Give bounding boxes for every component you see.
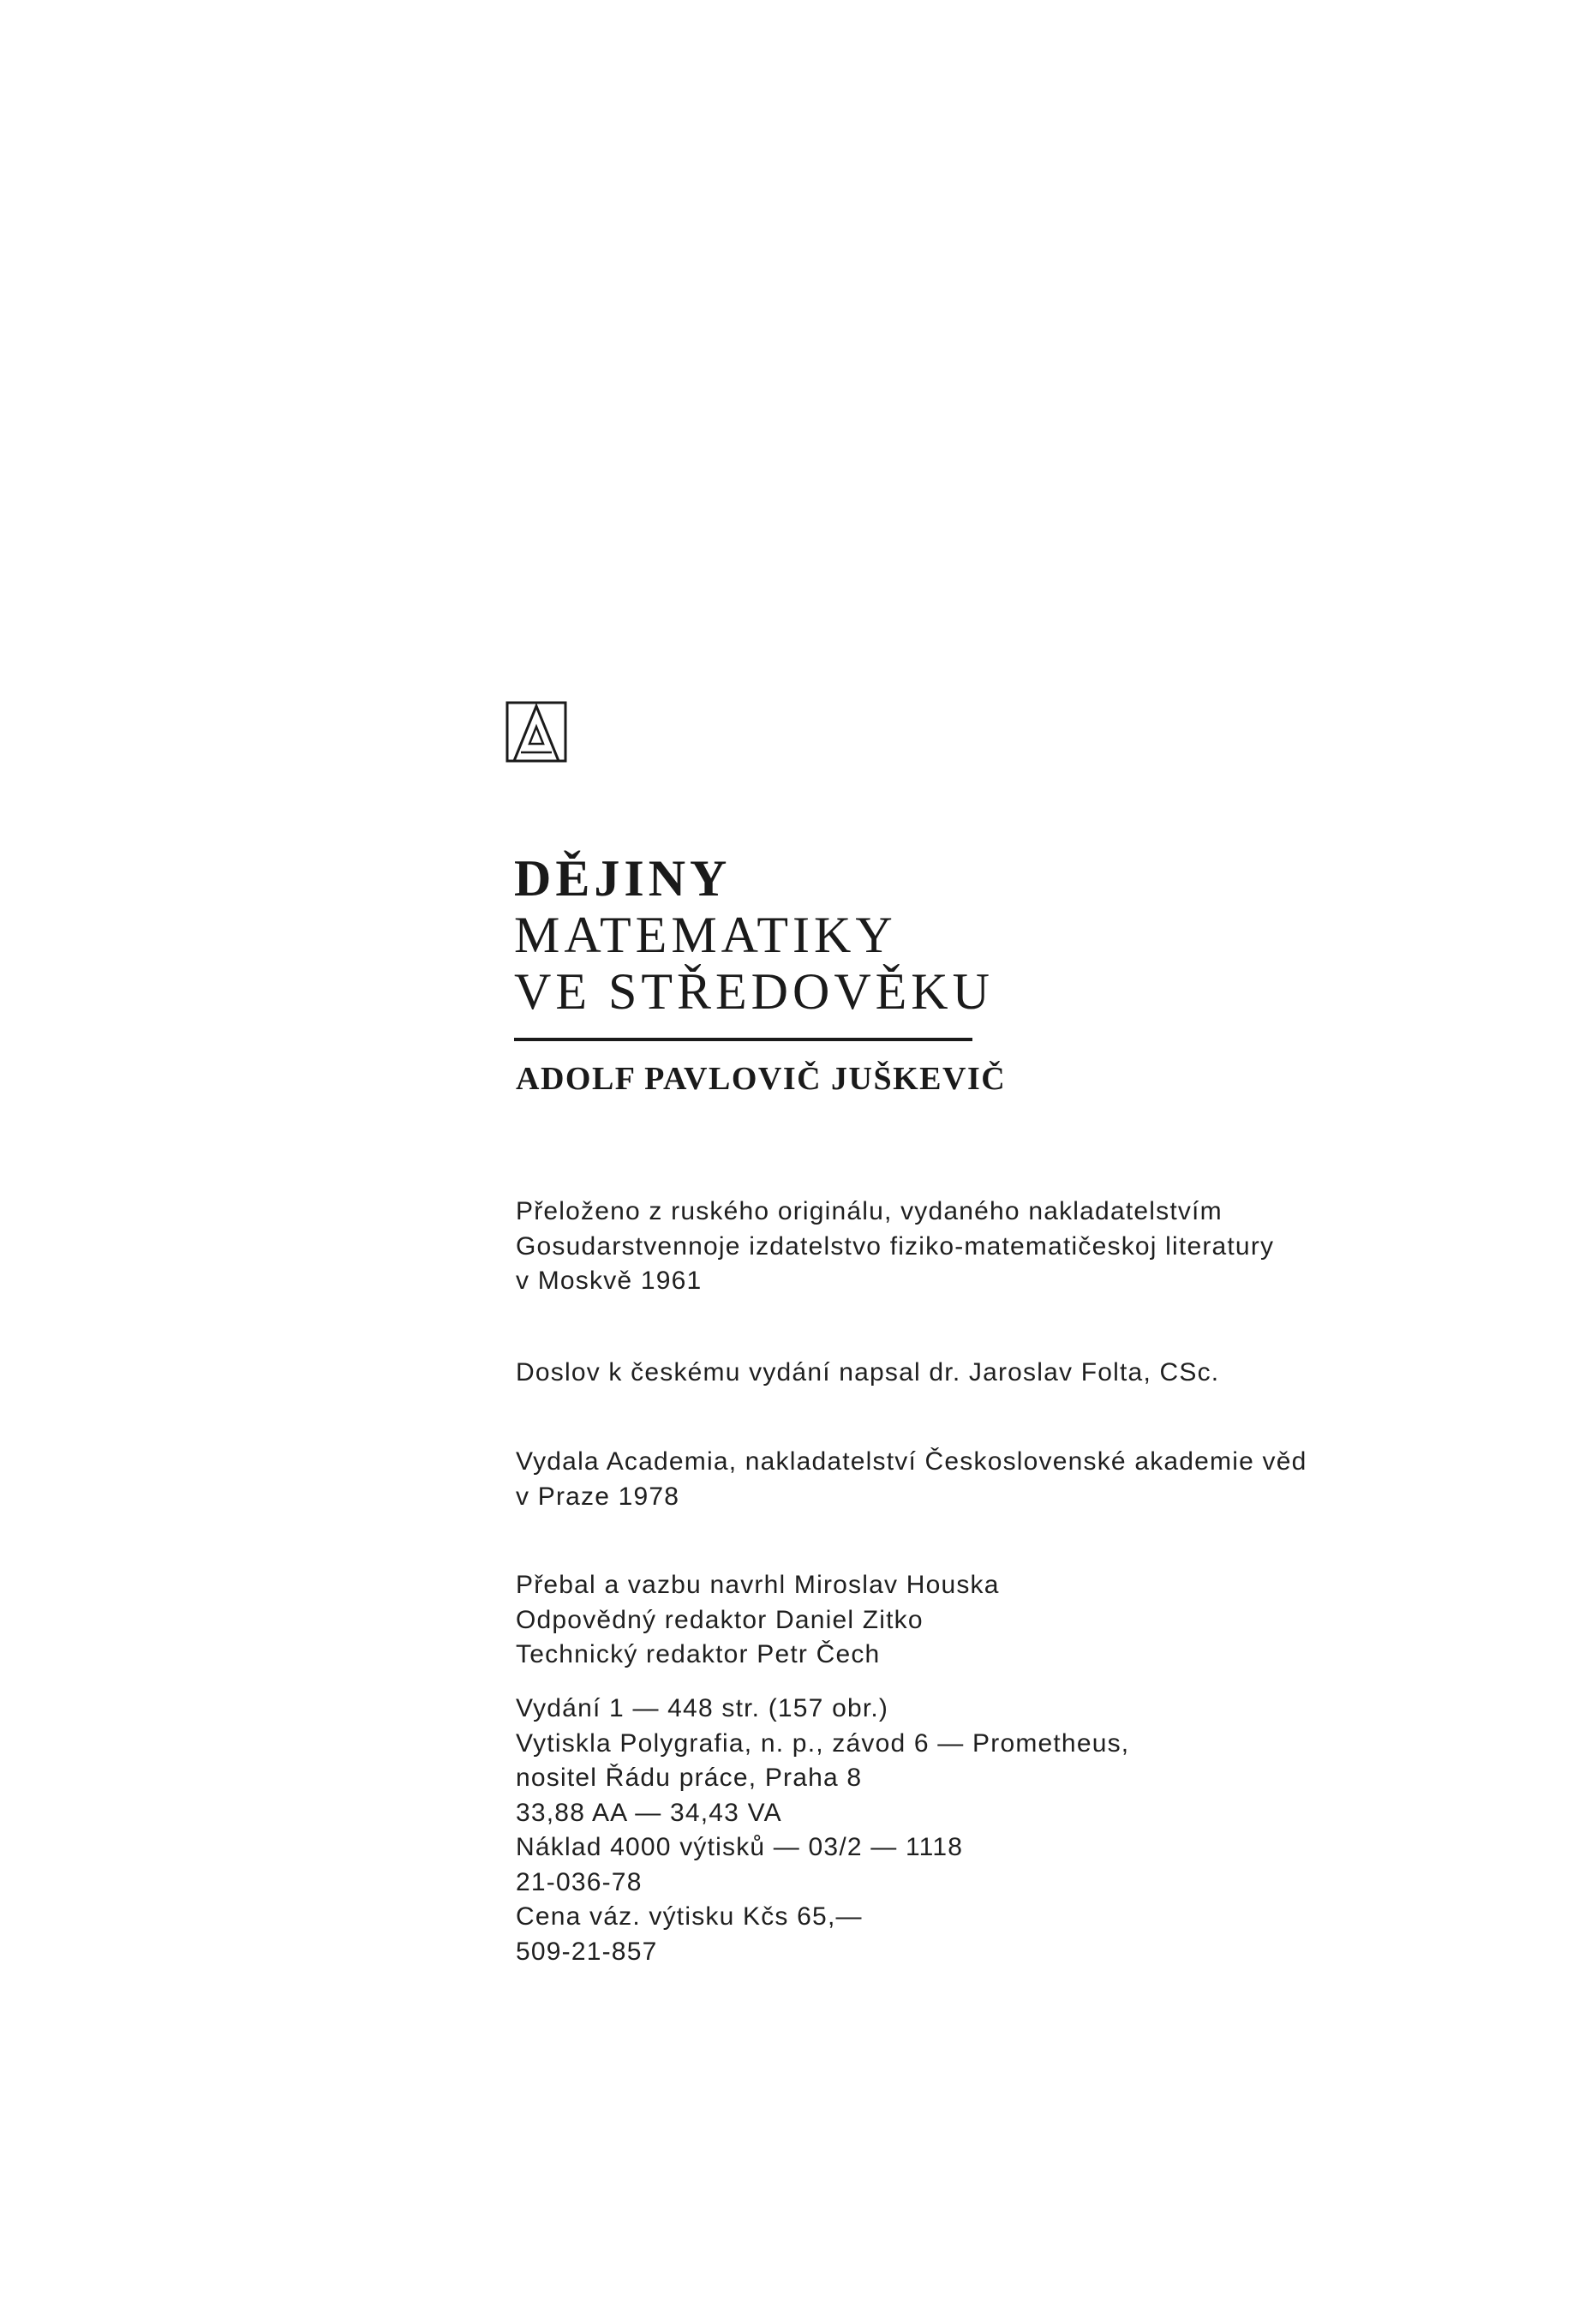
publisher-note bbox=[516, 1445, 1307, 1514]
title-line-3: VE STŘEDOVĚKU bbox=[514, 963, 994, 1020]
publisher-note-line: Vydala Academia, nakladatelství Československé akademie věd bbox=[516, 1447, 1307, 1476]
imprint-line: Cena váz. výtisku Kčs 65,— bbox=[516, 1902, 863, 1931]
imprint-line: Vytiskla Polygrafia, n. p., závod 6 — Prometheus, bbox=[516, 1728, 1130, 1758]
title-underline bbox=[514, 1038, 972, 1041]
book-title bbox=[514, 850, 1199, 1020]
translation-note-line: Přeloženo z ruského originálu, vydaného nakladatelstvím bbox=[516, 1197, 1223, 1225]
translation-note-line: Gosudarstvennoje izdatelstvo fiziko-matematičeskoj literatury bbox=[516, 1231, 1275, 1261]
imprint-line: 21-036-78 bbox=[516, 1867, 643, 1896]
translation-note-line: v Moskvě 1961 bbox=[516, 1267, 703, 1295]
imprint-line: 509-21-857 bbox=[516, 1937, 658, 1966]
afterword-line: Doslov k českému vydání napsal dr. Jaroslav Folta, CSc. bbox=[516, 1358, 1220, 1387]
imprint-line: Vydání 1 — 448 str. (157 obr.) bbox=[516, 1694, 889, 1722]
author-name: ADOLF PAVLOVIČ JUŠKEVIČ bbox=[516, 1061, 1007, 1097]
imprint-line: 33,88 AA — 34,43 VA bbox=[516, 1798, 782, 1827]
title-line-1: DĚJINY bbox=[514, 850, 732, 907]
translation-note bbox=[516, 1195, 1274, 1299]
imprint-line: Náklad 4000 výtisků — 03/2 — 1118 bbox=[516, 1833, 964, 1861]
credits bbox=[516, 1568, 1000, 1673]
imprint-line: nositel Řádu práce, Praha 8 bbox=[516, 1764, 863, 1792]
title-line-2: MATEMATIKY bbox=[514, 907, 897, 963]
afterword-note bbox=[516, 1356, 1219, 1391]
credit-line: Přebal a vazbu navrhl Miroslav Houska bbox=[516, 1571, 1000, 1599]
publisher-note-line: v Praze 1978 bbox=[516, 1482, 680, 1511]
credit-line: Odpovědný redaktor Daniel Zitko bbox=[516, 1605, 924, 1634]
imprint-details bbox=[516, 1692, 1129, 1969]
academia-logo-icon bbox=[505, 701, 567, 763]
credit-line: Technický redaktor Petr Čech bbox=[516, 1640, 881, 1668]
